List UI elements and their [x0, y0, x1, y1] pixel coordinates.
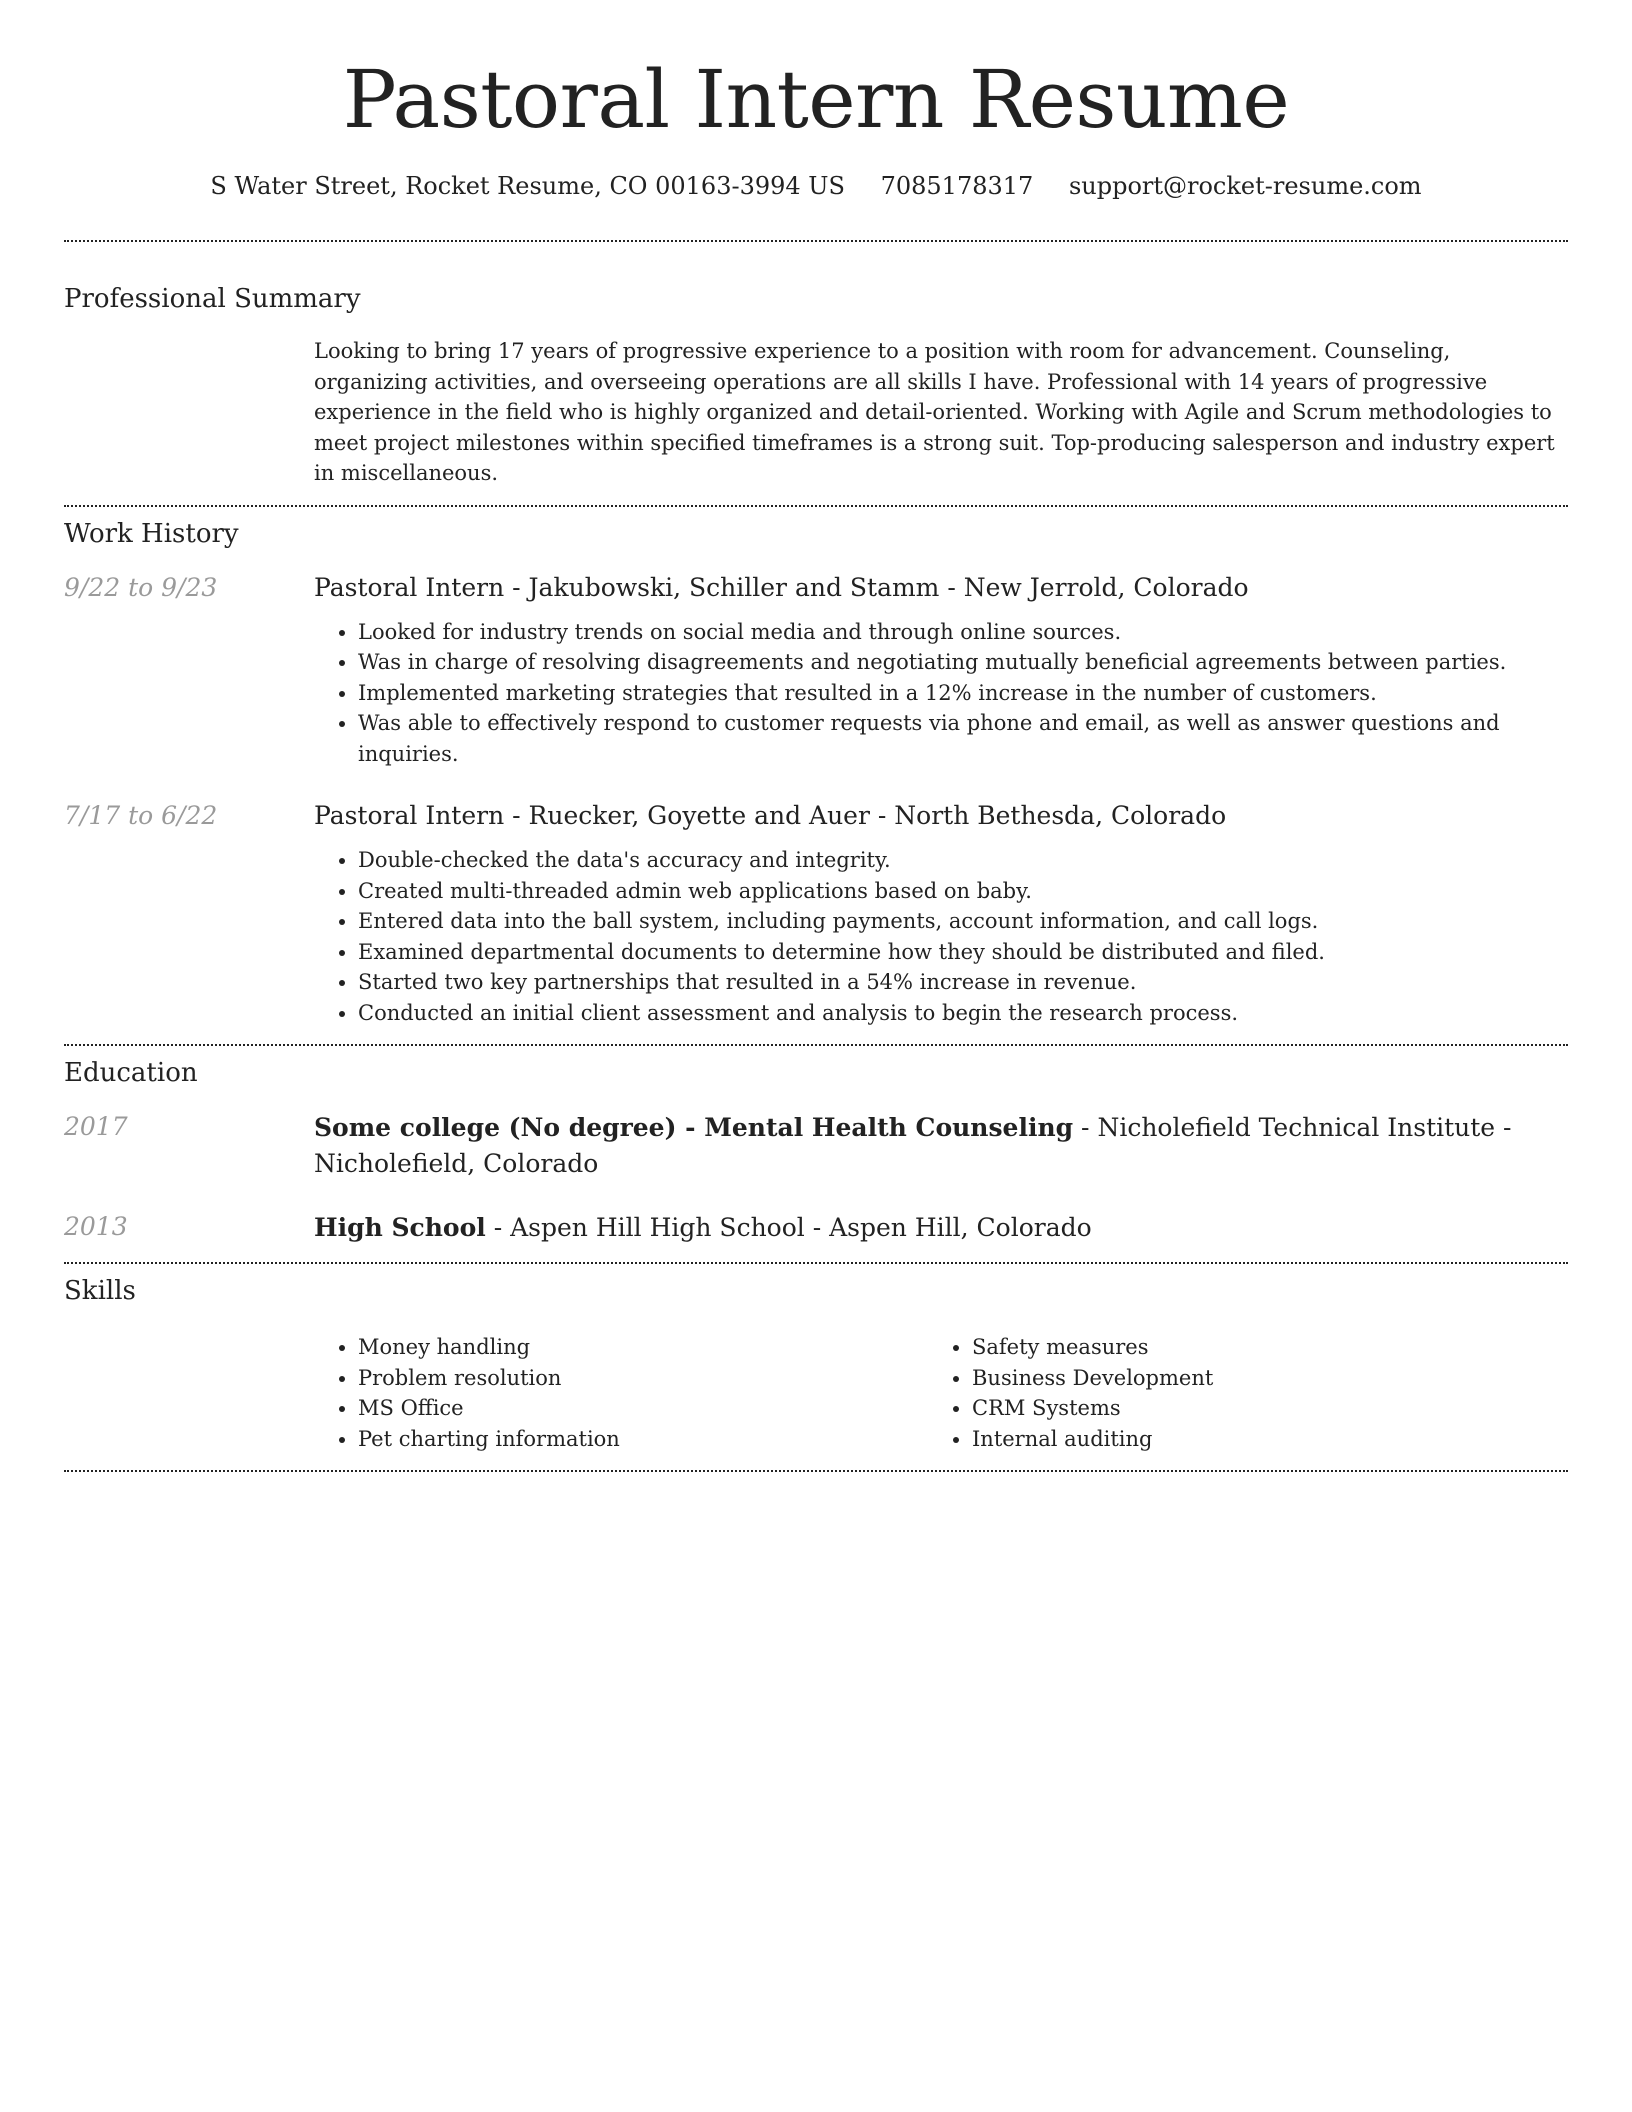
- education-school: - Nicholefield Technical Institute - Nicholefield, Colorado: [314, 1113, 1512, 1178]
- job-entry: [64, 571, 1568, 770]
- divider: [64, 1044, 1568, 1046]
- education-details: [314, 1110, 1568, 1182]
- summary-section: [64, 284, 1568, 489]
- work-heading: Work History: [64, 518, 239, 549]
- job-bullets: [314, 845, 1568, 1028]
- list-item: • Conducted an initial client assessment and analysis to begin the research process.: [358, 998, 1568, 1029]
- education-entry: [64, 1210, 1568, 1246]
- skills-spacer: [64, 1332, 314, 1454]
- education-degree: Some college (No degree) - Mental Health Counseling: [314, 1113, 1074, 1142]
- summary-spacer: [64, 336, 314, 489]
- list-item: • Created multi-threaded admin web applications based on baby.: [358, 876, 1568, 907]
- skills-list-left: [314, 1332, 928, 1454]
- education-details: [314, 1210, 1568, 1246]
- list-item: • MS Office: [358, 1393, 928, 1424]
- divider: [64, 505, 1568, 507]
- contact-address: S Water Street, Rocket Resume, CO 00163-3994 US: [210, 172, 845, 200]
- contact-info: [64, 172, 1568, 200]
- divider: [64, 240, 1568, 242]
- skills-section: [64, 1276, 1568, 1454]
- list-item: • Pet charting information: [358, 1424, 928, 1455]
- list-item: • Implemented marketing strategies that resulted in a 12% increase in the number of customers.: [358, 678, 1568, 709]
- education-degree: High School: [314, 1213, 486, 1242]
- skills-columns: [314, 1332, 1568, 1454]
- summary-heading: Professional Summary: [64, 284, 361, 314]
- summary-row: [64, 336, 1568, 489]
- job-title: Pastoral Intern - Jakubowski, Schiller and Stamm - New Jerrold, Colorado: [314, 572, 1249, 602]
- education-year: 2013: [64, 1212, 128, 1241]
- list-item: • Double-checked the data's accuracy and integrity.: [358, 845, 1568, 876]
- resume-title: Pastoral Intern Resume: [342, 53, 1290, 146]
- list-item: • Was able to effectively respond to customer requests via phone and email, as well as answer questions and inquiries.: [358, 708, 1568, 769]
- resume-page: [64, 0, 1568, 1472]
- work-section: [64, 519, 1568, 1029]
- divider: [64, 1262, 1568, 1264]
- job-details: [314, 571, 1568, 770]
- contact-email: support@rocket-resume.com: [1068, 172, 1422, 200]
- list-item: • Money handling: [358, 1332, 928, 1363]
- list-item: • Started two key partnerships that resulted in a 54% increase in revenue.: [358, 967, 1568, 998]
- job-dates: 9/22 to 9/23: [64, 572, 218, 602]
- skills-list-right: [928, 1332, 1542, 1454]
- job-bullets: [314, 617, 1568, 770]
- job-title: Pastoral Intern - Ruecker, Goyette and Auer - North Bethesda, Colorado: [314, 801, 1227, 830]
- job-dates: 7/17 to 6/22: [64, 801, 218, 830]
- list-item: • Internal auditing: [972, 1424, 1542, 1455]
- education-heading: Education: [64, 1058, 198, 1088]
- job-details: [314, 799, 1568, 1028]
- list-item: • CRM Systems: [972, 1393, 1542, 1424]
- education-year: 2017: [64, 1112, 128, 1141]
- job-entry: [64, 799, 1568, 1028]
- list-item: • Business Development: [972, 1363, 1542, 1394]
- skills-row: [64, 1332, 1568, 1454]
- divider: [64, 1470, 1568, 1472]
- list-item: • Safety measures: [972, 1332, 1542, 1363]
- contact-phone: 7085178317: [880, 172, 1034, 200]
- list-item: • Was in charge of resolving disagreements and negotiating mutually beneficial agreements between parties.: [358, 647, 1568, 678]
- education-entry: [64, 1110, 1568, 1182]
- list-item: • Entered data into the ball system, including payments, account information, and call logs.: [358, 906, 1568, 937]
- skills-heading: Skills: [64, 1276, 136, 1306]
- list-item: • Problem resolution: [358, 1363, 928, 1394]
- education-section: [64, 1058, 1568, 1246]
- education-school: - Aspen Hill High School - Aspen Hill, Colorado: [485, 1213, 1092, 1242]
- list-item: • Examined departmental documents to determine how they should be distributed and filed.: [358, 937, 1568, 968]
- summary-text: Looking to bring 17 years of progressive experience to a position with room for advancement. Counseling, organizing activities, and overseeing operations are all skills I have. Professional with 14 years of progressive experience in the field who is highly organized and detail-oriented. Working with Agile and Scrum methodologies to meet project milestones within specified timeframes is a strong suit. Top-producing salesperson and industry expert in miscellaneous.: [314, 339, 1555, 485]
- list-item: • Looked for industry trends on social media and through online sources.: [358, 617, 1568, 648]
